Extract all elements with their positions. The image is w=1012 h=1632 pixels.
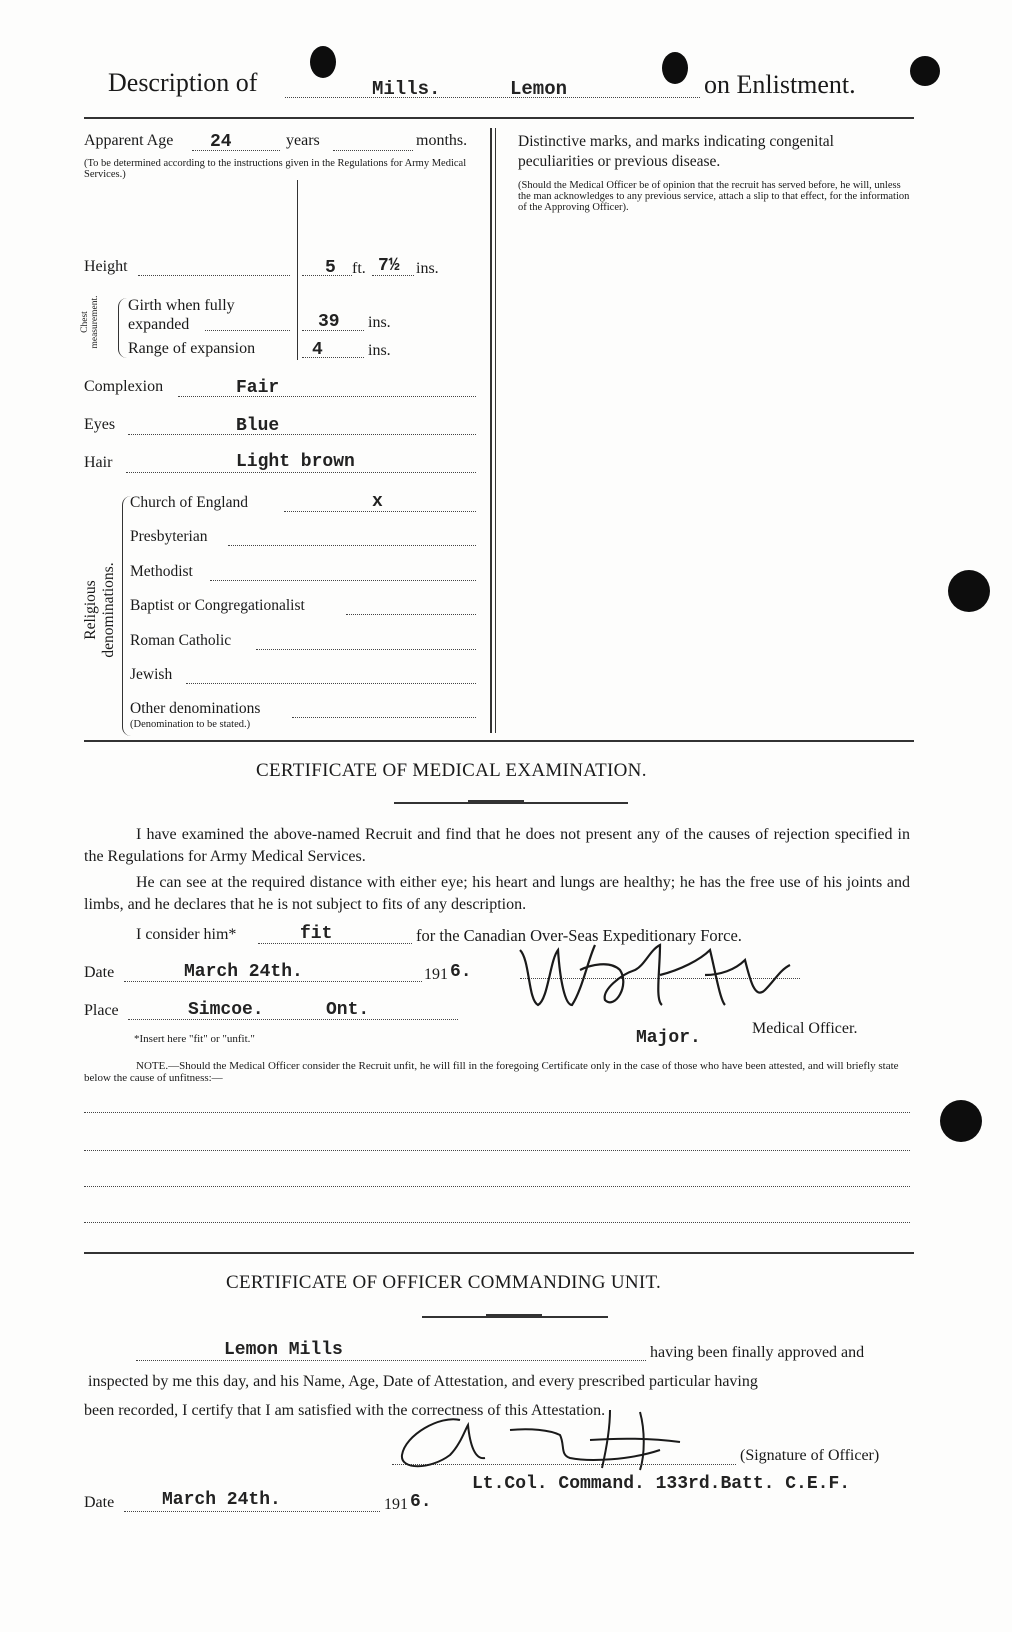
punch-hole [310,46,336,78]
hair-value: Light brown [236,452,355,472]
complexion-label: Complexion [84,378,164,395]
commanding-date-line [124,1511,380,1512]
eyes-label: Eyes [84,416,116,433]
religion-methodist: Methodist [130,563,193,580]
header-enlistment-label: on Enlistment. [704,70,856,99]
commanding-year-suffix: 6. [410,1492,432,1512]
commanding-certificate-title: CERTIFICATE OF OFFICER COMMANDING UNIT. [226,1272,662,1293]
expansion-label: Range of expansion [128,340,256,357]
header-description-label: Description of [108,68,258,97]
religion-roman-catholic: Roman Catholic [130,632,232,649]
girth-ins-label: ins. [368,314,391,331]
months-label: months. [416,132,468,149]
signature-of-officer-label: (Signature of Officer) [740,1447,880,1464]
distinctive-marks-label: Distinctive marks, and marks indicating congenital peculiarities or previous disease. [518,133,834,170]
chest-brace [118,298,127,358]
girth-value: 39 [318,312,340,332]
age-years-line [192,150,280,151]
height-ft-value: 5 [325,258,336,278]
religion-line [228,545,476,546]
religion-side-label: Religious denominations. [82,562,117,658]
years-label: years [286,132,320,149]
age-note: (To be determined according to the instructions given in the Regulations for Army Medical Services.) [84,158,467,180]
consider-line [258,943,412,944]
medical-officer-label: Medical Officer. [752,1020,858,1037]
hair-line [126,472,476,473]
section-rule [84,740,914,742]
recorded-line: been recorded, I certify that I am satisfied with the correctness of this Attestation. [84,1402,606,1419]
age-months-line [333,150,413,151]
punch-hole [940,1100,982,1142]
complexion-value: Fair [236,378,280,398]
height-line [138,275,290,276]
medical-certificate-title: CERTIFICATE OF MEDICAL EXAMINATION. [256,760,647,781]
surname: Mills. [372,78,441,100]
expansion-ins-label: ins. [368,342,391,359]
commanding-date-value: March 24th. [162,1490,281,1510]
commanding-date-label: Date [84,1494,115,1511]
denomination-note: (Denomination to be stated.) [130,719,251,730]
measurement-divider [297,180,298,360]
title-ornament [468,800,524,804]
complexion-line [178,396,476,397]
medical-officer-note: (Should the Medical Officer be of opinion that the recruit has served before, he will, unless the man acknowledges to any previous service, attach a slip to that effect, for the information of the Approving Officer). [518,180,910,213]
religion-line [186,683,476,684]
religion-church-of-england: Church of England [130,494,248,511]
religion-presbyterian: Presbyterian [130,528,208,545]
consider-label: I consider him* [136,926,237,943]
punch-hole [948,570,990,612]
religion-other: Other denominations [130,700,261,717]
approved-line-tail: having been finally approved and [650,1344,865,1361]
religion-line [210,580,476,581]
religion-baptist: Baptist or Congregationalist [130,597,305,614]
height-label: Height [84,258,128,275]
column-divider [495,128,496,733]
punch-hole [910,56,940,86]
insert-note: *Insert here "fit" or "unfit." [134,1033,255,1045]
eyes-line [128,434,476,435]
ins-label: ins. [416,260,439,277]
column-divider [490,128,492,733]
medical-officer-rank: Major. [636,1028,701,1048]
place-line [128,1019,458,1020]
medical-officer-signature [510,920,810,1020]
eyes-value: Blue [236,416,280,436]
hair-label: Hair [84,454,113,471]
commanding-year-prefix: 191 [384,1496,408,1513]
expansion-value: 4 [312,340,323,360]
place-value: Simcoe. [188,1000,264,1020]
unfitness-line [84,1186,910,1187]
religion-line [346,614,476,615]
medical-date-value: March 24th. [184,962,303,982]
officer-signature [390,1400,720,1475]
given-name: Lemon [510,78,568,100]
medical-date-label: Date [84,964,115,981]
unfitness-line [84,1112,910,1113]
medical-year-suffix: 6. [450,962,472,982]
girth-label: Girth when fully expanded [128,297,235,333]
title-ornament [486,1314,542,1318]
religion-line [256,649,476,650]
medical-paragraph-1: I have examined the above-named Recruit and find that he does not present any of the causes of rejection specified in the Regulations for Army Medical Services. [84,826,910,865]
punch-hole [662,52,688,84]
girth-line [205,330,290,331]
ft-label: ft. [352,260,366,277]
section-rule [84,1252,914,1254]
religion-church-of-england-mark: x [372,492,383,512]
unfitness-line [84,1222,910,1223]
age-years-value: 24 [210,132,232,152]
height-in-value: 7½ [378,256,400,276]
unfit-note: NOTE.—Should the Medical Officer consider the Recruit unfit, he will fill in the foregoing Certificate only in the case of those who have been attested, and will briefly state below the cause of unfitness:— [84,1060,899,1084]
unfitness-line [84,1150,910,1151]
recruit-name-value: Lemon Mills [224,1340,343,1360]
recruit-name-line [136,1360,646,1361]
officer-title: Lt.Col. Command. 133rd.Batt. C.E.F. [472,1474,851,1494]
header-name-line [285,97,700,98]
religion-line [292,717,476,718]
place-label: Place [84,1002,119,1019]
medical-year-prefix: 191 [424,966,448,983]
medical-paragraph-2: He can see at the required distance with either eye; his heart and lungs are healthy; he has the free use of his joints and limbs, and he declares that he is not subject to fits of any description. [84,874,910,913]
consider-value: fit [300,924,333,944]
chest-side-label: Chest measurement. [80,295,100,349]
inspected-line: inspected by me this day, and his Name, Age, Date of Attestation, and every prescribed particular having [88,1373,758,1390]
apparent-age-label: Apparent Age [84,132,174,149]
header-rule [84,117,914,119]
for-force-label: for the Canadian Over-Seas Expeditionary Force. [416,926,742,945]
religion-jewish: Jewish [130,666,173,683]
place-value-province: Ont. [326,1000,370,1020]
